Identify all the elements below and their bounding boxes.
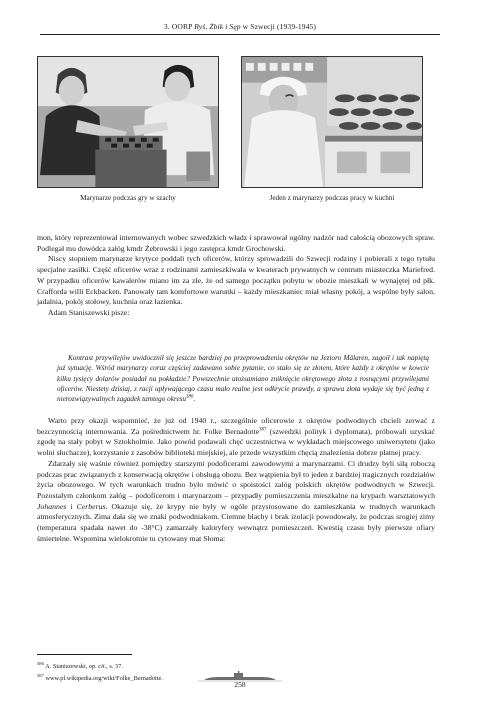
photo-kitchen-work xyxy=(241,56,423,188)
caption-chess-players: Marynarze podczas gry w szachy xyxy=(80,194,176,202)
paragraph xyxy=(37,459,435,545)
ship-name: Johannes xyxy=(37,501,67,511)
paragraph: Adam Staniszewski pisze: xyxy=(48,307,130,317)
running-head-prefix: 3. OORP xyxy=(163,22,195,31)
body-text-bottom xyxy=(37,416,435,544)
body-text-top xyxy=(37,233,435,319)
paragraph: Niscy stopniem marynarze krytyce poddali tych oficerów, którzy sprowadzili do Szwecji rodziny i pobierali z tego tytułu specjalne zasiłki. Część oficerów wraz z rodzinami zamieszkiwała w kwaterach prywatnych w centrum miasteczka Mariefred. W przypadku oficerów kawalerów miano im za złe, że od samego początku pobytu w obozie mieszkali w wynajętej od płk. Crafforda willi Eckbacken. Panowały tam komfortowe warunki – każdy mieszkaniec miał własny pokój, a wspólne były salon, jadalnia, pokój stołowy, kuchnia oraz łazienka. xyxy=(37,254,435,307)
caption-kitchen-work: Jeden z marynarzy podczas pracy w kuchni xyxy=(269,194,395,202)
quote-tail: . xyxy=(193,395,196,404)
footnote-number: 387 xyxy=(37,673,44,679)
running-head xyxy=(40,22,440,31)
paragraph-text: i xyxy=(66,501,77,511)
paragraph-text: Warto przy okazji wspomnieć, że już od 1940 r., szczególnie oficerowie z okrętów podwodnych chcieli zerwać z bezczynnością internowania. Za pośrednictwem hr. Folke Bernadotte xyxy=(37,416,435,436)
paragraph: mon, który reprezentował internowanych wobec szwedzkich władz i sprawował ogólny nadzór nad całością obozowych spraw. Podlegał mu dowódca załóg kmdr Żebrowski i jego zastępca kmdr Grochowski. xyxy=(37,233,435,253)
paragraph-text: . Okazuje się, że krypy nie były w ogóle przystosowane do zamieszkania w trudnych warunkach atmosferycznych. Zima dała się we znaki podwodniakom. Ciemne blachy i brak izolacji powodowały, że podczas srogiej zimy (temperatura spadała nawet do -38°C) zamarzały kaloryfery wewnątrz pomieszczeń. Kwestią czasu były pierwsze ofiary śmiertelne. Wspomina wielokrotnie tu cytowany mat Słoma: xyxy=(37,501,436,543)
footnote xyxy=(37,659,163,671)
footnote-link[interactable]: www.pl.wikipedia.org/wiki/Folke_Bernadotte. xyxy=(43,675,163,683)
paragraph-text: Zdarzały się waśnie również pomiędzy starszymi podoficerami zawodowymi a marynarzami. Ci drudzy byli siłą roboczą podczas prac związanych z konserwacją okrętów i obsługą obozu. Bez wątpienia był to jeden z bardziej tragicznych rozdziałów życia obozowego. W tych warunkach trudno było mówić o spoistości załóg polskich okrętów podwodnych w Szwecji. Pozostałym członkom załóg – podoficerom i marynarzom – przypadły pomieszczenia mieszkalne na krypach warsztatowych xyxy=(37,458,435,500)
header-rule xyxy=(40,34,440,35)
paragraph xyxy=(37,416,435,459)
paragraph-text: (szwedzki polityk i dyplomata), próbowali uzyskać zgodę na stały pobyt w Sztokholmie. Jako powód podawali chęć uczestnictwa w wykładach miejscowego uniwersytetu (jako wolni słuchacze), korzystanie z zasobów biblioteki miejskiej, ale przede wszystkim chęcią znalezienia dobrze płatnej pracy. xyxy=(37,426,435,458)
footnote-text: , s. 37. xyxy=(106,663,123,671)
photo-chess-players xyxy=(37,56,219,188)
footnote-number: 386 xyxy=(37,661,44,666)
footnote-text: A. Staniszewski, xyxy=(43,663,89,671)
footnote-ref[interactable]: 386 xyxy=(186,394,194,400)
ship-name: Cerberus xyxy=(76,501,106,511)
quote-paragraph xyxy=(57,353,429,404)
page-number: 258 xyxy=(234,680,246,689)
quote-text: Kontrast przywilejów uwidocznił się jeszcze bardziej po przeprowadzeniu okrętów na Jezioro Mälaren, zagoił i tak napiętą już sytuację. Wśród marynarzy coraz częściej zadawano sobie pytanie, co stało się ze złotem, które każdy z okrętów w kowcie kilku tysięcy dolarów posiadał na pokładzie? Powszechnie utożsamiano zniknięcie okrętowego złota z rosnącymi przywilejami oficerów. Niestety dzisiaj, z racji upływającego czasu mało realne jest odkrycie prawdy, a sprawa złota wydaje się być jedną z nierozwiązywalnych zagadek tamtego okresu xyxy=(57,354,429,404)
footnote-rule xyxy=(37,654,132,655)
footnote-ref[interactable]: 387 xyxy=(259,427,267,433)
running-head-suffix: w Szwecji (1939-1945) xyxy=(240,22,317,31)
running-head-title: Ryś, Żbik i Sęp xyxy=(194,22,241,31)
footnote-italic: op. cit. xyxy=(88,663,107,671)
block-quote xyxy=(57,353,429,404)
